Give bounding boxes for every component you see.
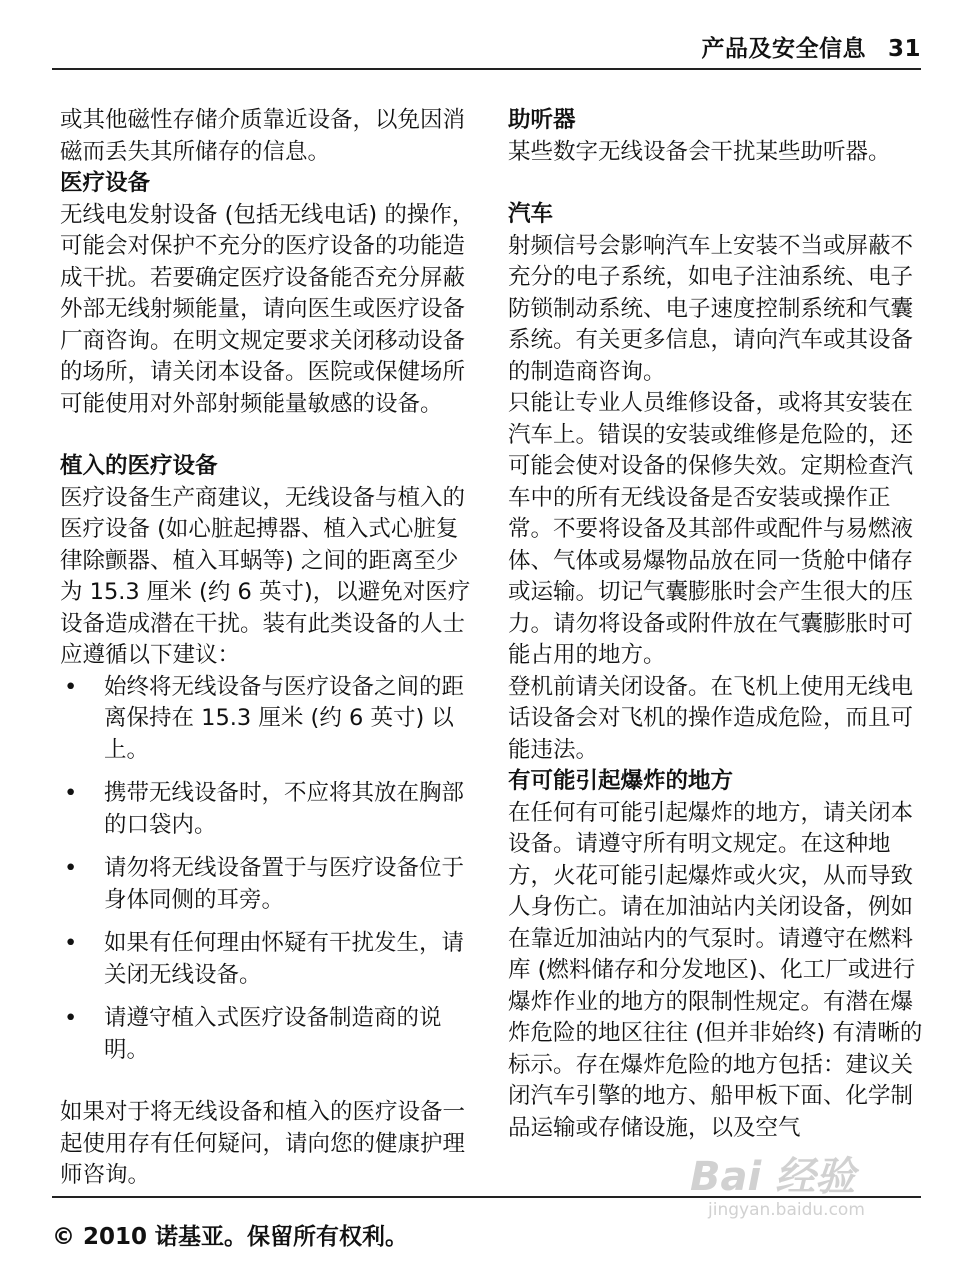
hearing-paragraph: 某些数字无线设备会干扰某些助听器。 [508,138,891,165]
medical-heading: 医疗设备 [60,170,151,196]
implanted-section [60,451,476,1192]
list-item: • 如果有任何理由怀疑有干扰发生，请关闭无线设备。 [60,928,476,991]
list-item: • 携带无线设备时，不应将其放在胸部的口袋内。 [60,778,476,841]
left-column [60,105,476,1192]
car-paragraph-1: 射频信号会影响汽车上安装不当或屏蔽不充分的电子系统，如电子注油系统、电子防锁制动系统、电子速度控制系统和气囊系统。有关更多信息，请向汽车或其设备的制造商咨询。 [508,232,914,385]
watermark-url: jingyan.baidu.com [708,1200,865,1220]
implanted-heading: 植入的医疗设备 [60,453,218,479]
page-header [52,30,921,70]
recommendation-list [60,672,476,1067]
implanted-paragraph: 医疗设备生产商建议，无线设备与植入的医疗设备 (如心脏起搏器、植入式心脏复律除颤器、植入耳蜗等) 之间的距离至少为 15.3 厘米 (约 6 英寸)，以避免对医疗设备造成潜在干扰。装有此类设备的人士应遵循以下建议： [60,484,471,668]
car-paragraph-3: 登机前请关闭设备。在飞机上使用无线电话设备会对飞机的操作造成危险，而且可能违法。 [508,673,914,763]
page-number: 31 [887,36,921,62]
medical-paragraph: 无线电发射设备 (包括无线电话) 的操作，可能会对保护不充分的医疗设备的功能造成干扰。若要确定医疗设备能否充分屏蔽外部无线射频能量，请向医生或医疗设备厂商咨询。在明文规定要求关闭移动设备的场所，请关闭本设备。医院或保健场所可能使用对外部射频能量敏感的设备。 [60,201,475,417]
list-item: • 请勿将无线设备置于与医疗设备位于身体同侧的耳旁。 [60,853,476,916]
right-column [508,105,924,1144]
car-section [508,199,924,766]
copyright-text: © 2010 诺基亚。保留所有权利。 [52,1224,409,1250]
explosive-heading: 有可能引起爆炸的地方 [508,768,734,794]
hearing-heading: 助听器 [508,107,576,133]
explosive-section [508,766,924,1144]
watermark-logo: Bai 经验 [690,1154,856,1200]
hearing-section [508,105,924,168]
car-heading: 汽车 [508,201,554,227]
section-title: 产品及安全信息 [701,36,866,62]
intro-paragraph: 或其他磁性存储介质靠近设备，以免因消磁而丢失其所储存的信息。 [60,107,466,165]
implanted-closing: 如果对于将无线设备和植入的医疗设备一起使用存有任何疑问，请向您的健康护理师咨询。 [60,1099,466,1188]
list-item: • 始终将无线设备与医疗设备之间的距离保持在 15.3 厘米 (约 6 英寸) 以上。 [60,672,476,767]
explosive-paragraph: 在任何有可能引起爆炸的地方，请关闭本设备。请遵守所有明文规定。在这种地方，火花可能引起爆炸或火灾，从而导致人身伤亡。请在加油站内关闭设备，例如在靠近加油站内的气泵时。请遵守在燃料库 (燃料储存和分发地区)、化工厂或进行爆炸作业的地方的限制性规定。有潜在爆炸危险的地区往往 (但并非始终) 有清晰的标示。存在爆炸危险的地方包括：建议关闭汽车引擎的地方、船甲板下面、化学制品运输或存储设施，以及空气 [508,799,923,1141]
page-footer [52,1196,921,1251]
list-item: • 请遵守植入式医疗设备制造商的说明。 [60,1003,476,1066]
medical-section [60,168,476,420]
car-paragraph-2: 只能让专业人员维修设备，或将其安装在汽车上。错误的安装或维修是危险的，还可能会使对设备的保修失效。定期检查汽车中的所有无线设备是否安装或操作正常。不要将设备及其部件或配件与易燃液体、气体或易爆物品放在同一货舱中储存或运输。切记气囊膨胀时会产生很大的压力。请勿将设备或附件放在气囊膨胀时可能占用的地方。 [508,390,914,668]
